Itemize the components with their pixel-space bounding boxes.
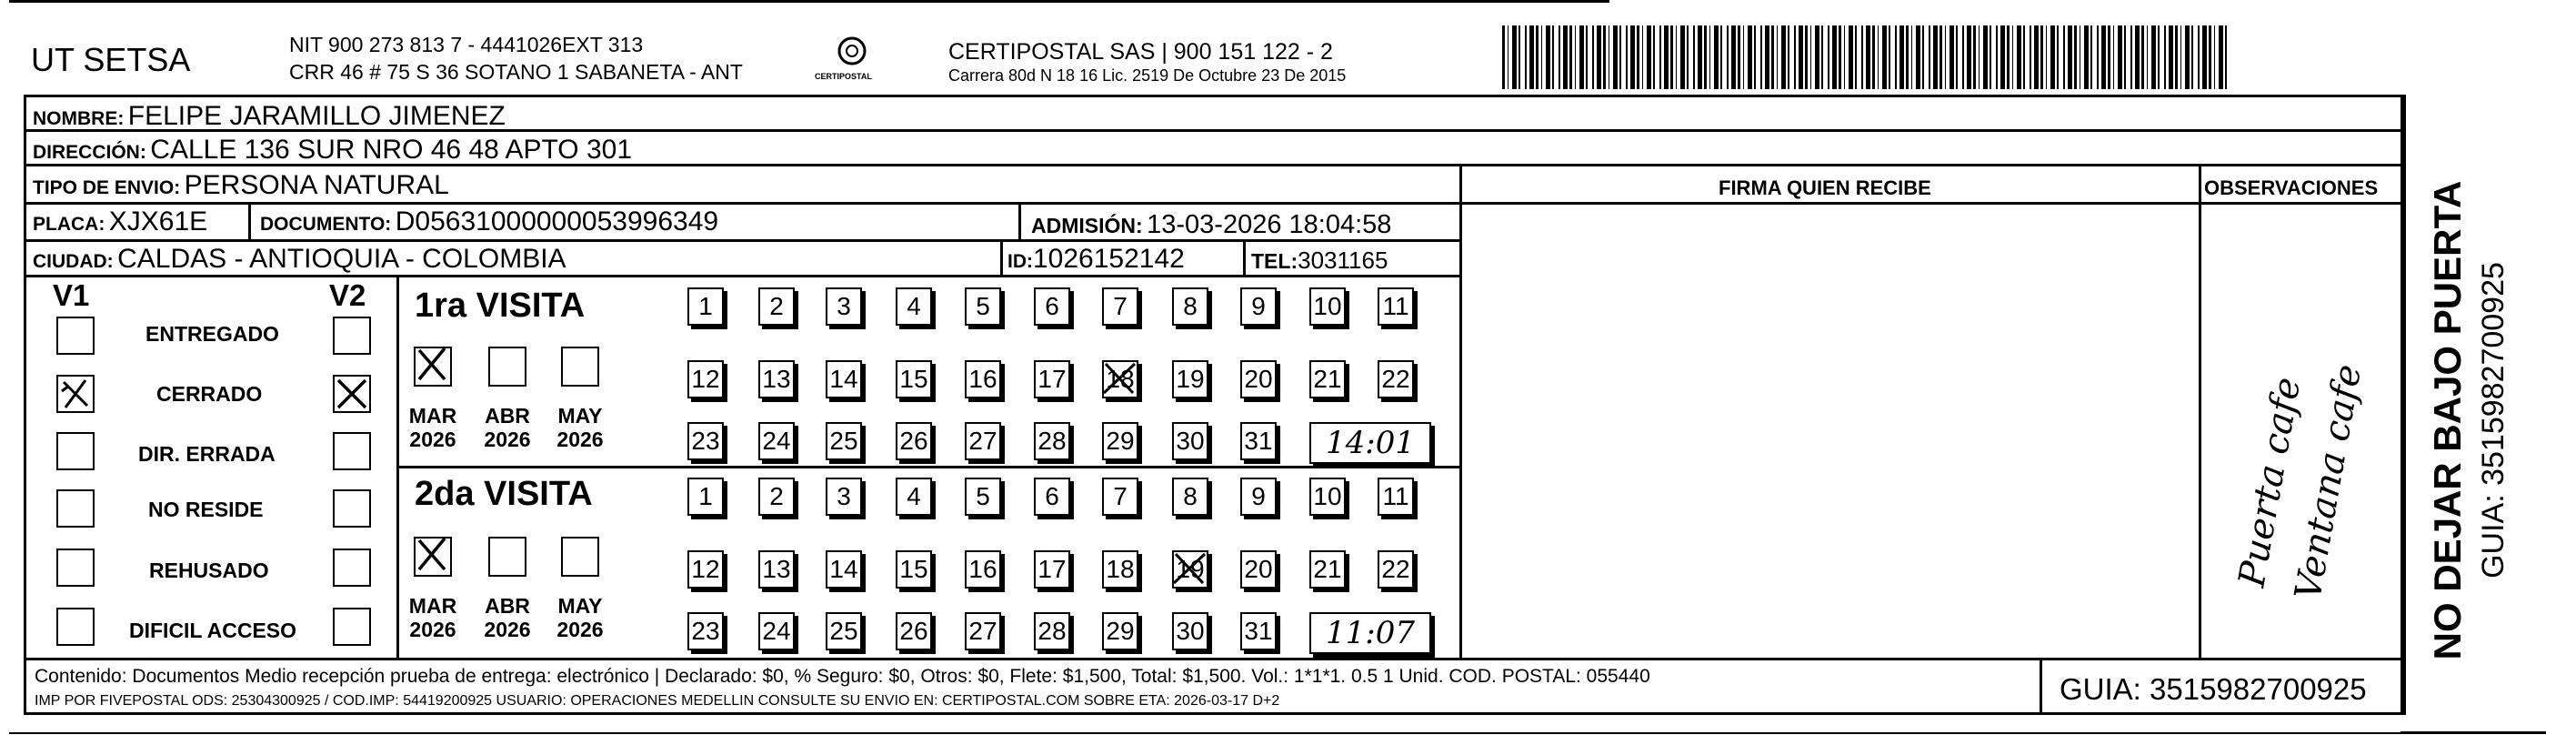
day-box-19[interactable]: 19 [1172,360,1208,398]
month-label: MAY 2026 [556,404,604,452]
month-label: MAY 2026 [556,594,604,642]
day-box-11[interactable]: 11 [1378,287,1414,326]
visit-1-title: 1ra VISITA [415,287,586,325]
day-box-20[interactable]: 20 [1240,550,1277,589]
col-line [1000,239,1003,276]
day-box-31[interactable]: 31 [1240,612,1277,650]
status-dir-errada: DIR. ERRADA [138,442,276,466]
status-dificil-acceso: DIFICIL ACCESO [129,619,297,642]
day-box-11[interactable]: 11 [1378,478,1414,516]
day-box-6[interactable]: 6 [1034,478,1070,516]
barcode [1502,25,2228,89]
day-box-24[interactable]: 24 [758,422,795,460]
direccion-value: CALLE 136 SUR NRO 46 48 APTO 301 [150,135,633,165]
month-checkbox-may[interactable] [561,347,599,387]
observaciones-header: OBSERVACIONES [2204,176,2379,199]
id-value: 1026152142 [1033,244,1185,274]
day-box-22[interactable]: 22 [1378,550,1414,589]
v1-cerrado-checkbox[interactable] [56,375,95,413]
v2-label: V2 [329,278,366,312]
top-edge [9,0,1609,3]
footer-line [24,658,2403,660]
day-box-23[interactable]: 23 [687,612,724,650]
frame-right [2403,95,2406,715]
status-entregado: ENTREGADO [145,322,279,346]
side-guia: GUIA: 3515982700925 [2476,262,2511,579]
day-box-26[interactable]: 26 [896,422,932,460]
day-box-3[interactable]: 3 [826,478,862,516]
day-box-2[interactable]: 2 [758,287,795,326]
day-box-25[interactable]: 25 [826,612,862,650]
day-box-2[interactable]: 2 [758,478,795,516]
v1-dificil-acceso-checkbox[interactable] [56,608,95,646]
footer-contenido: Contenido: Documentos Medio recepción prueba de entrega: electrónico | Declarado: $0, % Seguro: $0, Otros: $0, Flete: $1,500, Total: $1,500. Vol.: 1*1*1. 0.5 1 Unid. COD. POSTAL: 055440 [35,666,1650,687]
day-box-14[interactable]: 14 [826,550,862,589]
day-box-4[interactable]: 4 [896,478,932,516]
day-box-6[interactable]: 6 [1034,287,1070,326]
row-line [24,275,1462,277]
day-box-13[interactable]: 13 [758,360,795,398]
day-box-29[interactable]: 29 [1102,612,1138,650]
certipostal-logo-icon [832,33,872,73]
day-box-5[interactable]: 5 [965,287,1001,326]
v1-rehusado-checkbox[interactable] [56,549,95,587]
day-box-19[interactable]: 19 [1172,550,1208,589]
nombre-label: NOMBRE: [33,108,125,129]
side-warning: NO DEJAR BAJO PUERTA [2426,180,2469,660]
firma-header: FIRMA QUIEN RECIBE [1719,176,1931,199]
day-box-8[interactable]: 8 [1172,478,1208,516]
documento-label: DOCUMENTO: [260,214,392,235]
tel-value: 3031165 [1298,247,1388,274]
nit-line: NIT 900 273 813 7 - 4441026EXT 313 [289,33,644,56]
day-box-24[interactable]: 24 [758,612,795,650]
visit-2-title: 2da VISITA [415,475,593,513]
check-x-icon [58,377,93,411]
day-box-16[interactable]: 16 [965,550,1001,589]
day-box-18[interactable]: 18 [1102,360,1138,398]
day-box-29[interactable]: 29 [1102,422,1138,460]
day-box-3[interactable]: 3 [826,287,862,326]
col-firma-left [1459,164,1462,659]
row-line [24,202,1462,205]
ciudad-label: CIUDAD: [33,251,114,272]
status-cerrado: CERRADO [156,382,263,406]
status-no-reside: NO RESIDE [148,498,264,521]
month-checkbox-may[interactable] [561,537,599,577]
day-box-5[interactable]: 5 [965,478,1001,516]
tipo-value: PERSONA NATURAL [184,170,449,200]
day-box-28[interactable]: 28 [1034,422,1070,460]
day-box-8[interactable]: 8 [1172,287,1208,326]
month-checkbox-mar[interactable] [414,537,452,577]
placa-value: XJX61E [108,206,208,237]
day-box-7[interactable]: 7 [1102,287,1138,326]
address-line: CRR 46 # 75 S 36 SOTANO 1 SABANETA - ANT [289,60,743,84]
day-box-23[interactable]: 23 [687,422,724,460]
footer-guia: GUIA: 3515982700925 [2060,672,2367,706]
logo-text: CERTIPOSTAL [815,72,872,81]
v1-label: V1 [53,278,90,312]
day-box-26[interactable]: 26 [896,612,932,650]
month-checkbox-abr[interactable] [488,347,526,387]
documento-value: D05631000000053996349 [395,206,719,237]
v1-entregado-checkbox[interactable] [56,317,95,355]
day-box-25[interactable]: 25 [826,422,862,460]
day-box-1[interactable]: 1 [687,287,724,326]
month-label: MAR 2026 [408,594,457,642]
day-box-17[interactable]: 17 [1034,550,1070,589]
company-name: UT SETSA [31,41,191,78]
time-box[interactable]: 14:01 [1309,422,1431,464]
day-box-30[interactable]: 30 [1172,422,1208,460]
day-cross-icon [1170,549,1210,589]
day-box-15[interactable]: 15 [896,360,932,398]
status-rehusado: REHUSADO [149,559,269,582]
v1-no-reside-checkbox[interactable] [56,489,95,528]
month-label: ABR 2026 [484,594,531,642]
day-box-28[interactable]: 28 [1034,612,1070,650]
admision-value: 13-03-2026 18:04:58 [1147,210,1392,239]
col-line [396,275,399,659]
col-line [248,202,251,240]
v2-dificil-acceso-checkbox[interactable] [333,608,371,646]
day-box-21[interactable]: 21 [1309,360,1346,398]
col-line [1243,239,1246,276]
obs-line-2: Ventana cafe [2287,361,2371,603]
tipo-label: TIPO DE ENVIO: [33,177,181,198]
day-box-12[interactable]: 12 [687,360,724,398]
day-box-9[interactable]: 9 [1240,478,1277,516]
certipostal-line: CERTIPOSTAL SAS | 900 151 122 - 2 [948,39,1333,65]
day-box-9[interactable]: 9 [1240,287,1277,326]
direccion-label: DIRECCIÓN: [33,142,146,163]
col-line [1018,202,1021,240]
v2-no-reside-checkbox[interactable] [333,489,371,528]
footer-imp: IMP POR FIVEPOSTAL ODS: 25304300925 / COD.IMP: 54419200925 USUARIO: OPERACIONES MEDELLIN CONSULTE SU ENVIO EN: CERTIPOSTAL.COM SOBRE ETA: 2026-03-17 D+2 [35,693,1280,709]
frame-bottom-tail [2401,731,2546,734]
check-x-icon [414,345,450,383]
month-label: MAR 2026 [408,404,457,452]
day-box-14[interactable]: 14 [826,360,862,398]
license-line: Carrera 80d N 18 16 Lic. 2519 De Octubre 23 De 2015 [948,66,1347,85]
observaciones-handwriting [2200,300,2371,646]
day-box-15[interactable]: 15 [896,550,932,589]
day-box-16[interactable]: 16 [965,360,1001,398]
day-box-27[interactable]: 27 [965,422,1001,460]
nombre-value: FELIPE JARAMILLO JIMENEZ [127,101,506,131]
obs-line-1: Puerta cafe [2230,374,2310,590]
day-box-13[interactable]: 13 [758,550,795,589]
month-checkbox-mar[interactable] [414,347,452,387]
col-line [2040,658,2042,715]
day-box-27[interactable]: 27 [965,612,1001,650]
day-box-10[interactable]: 10 [1309,478,1346,516]
day-box-30[interactable]: 30 [1172,612,1208,650]
day-box-21[interactable]: 21 [1309,550,1346,589]
ciudad-value: CALDAS - ANTIOQUIA - COLOMBIA [117,244,566,274]
day-box-31[interactable]: 31 [1240,422,1277,460]
frame-bottom-outer [9,732,2401,734]
day-box-17[interactable]: 17 [1034,360,1070,398]
time-box[interactable]: 11:07 [1309,612,1431,654]
day-cross-icon [1100,358,1140,398]
check-x-icon [414,535,450,573]
tel-label: TEL: [1251,249,1298,273]
row-line [24,239,1462,242]
day-box-22[interactable]: 22 [1378,360,1414,398]
v2-rehusado-checkbox[interactable] [333,549,371,587]
admision-label: ADMISIÓN: [1031,214,1143,237]
id-label: ID: [1007,251,1033,272]
day-box-10[interactable]: 10 [1309,287,1346,326]
v2-entregado-checkbox[interactable] [333,317,371,355]
v2-dir-errada-checkbox[interactable] [333,432,371,470]
v2-cerrado-checkbox[interactable] [333,375,371,413]
day-box-20[interactable]: 20 [1240,360,1277,398]
day-box-1[interactable]: 1 [687,478,724,516]
day-box-4[interactable]: 4 [896,287,932,326]
day-box-12[interactable]: 12 [687,550,724,589]
month-checkbox-abr[interactable] [488,537,526,577]
check-x-icon [335,377,369,411]
visit-divider [396,466,1462,468]
placa-label: PLACA: [33,214,105,235]
day-box-18[interactable]: 18 [1102,550,1138,589]
month-label: ABR 2026 [484,404,531,452]
day-box-7[interactable]: 7 [1102,478,1138,516]
v1-dir-errada-checkbox[interactable] [56,432,95,470]
row-line [1462,202,2403,205]
